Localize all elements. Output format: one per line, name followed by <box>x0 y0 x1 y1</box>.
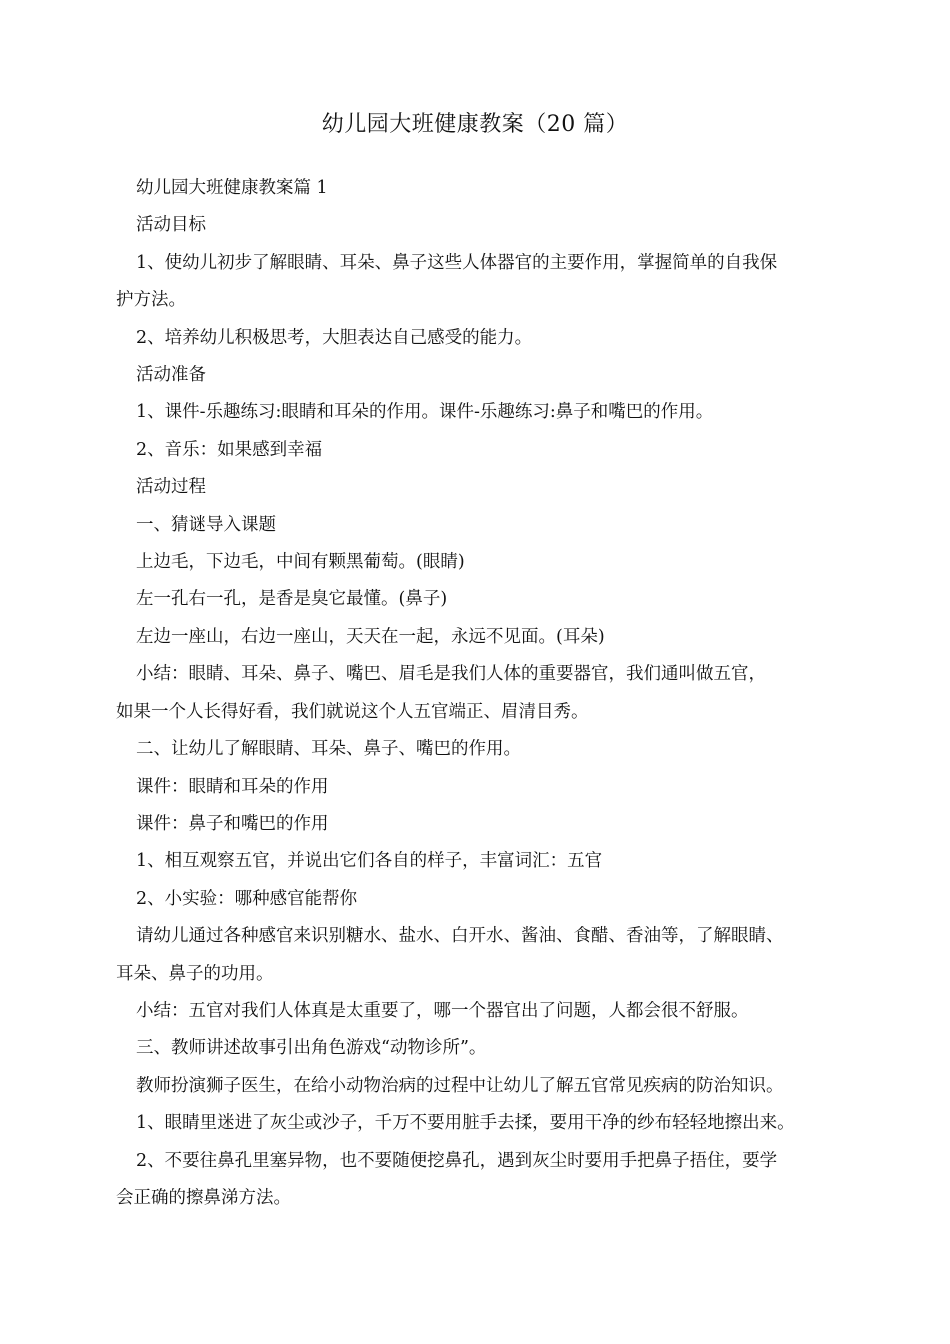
paragraph: 请幼儿通过各种感官来识别糖水、盐水、白开水、酱油、食醋、香油等，了解眼睛、 耳朵、鼻子的功用。 <box>116 926 784 984</box>
paragraph: 上边毛，下边毛，中间有颗黑葡萄。(眼睛) <box>136 552 465 573</box>
paragraph: 课件：眼睛和耳朵的作用 <box>136 776 329 797</box>
paragraph: 左一孔右一孔，是香是臭它最懂。(鼻子) <box>136 589 448 610</box>
section-heading: 活动目标 <box>136 215 206 236</box>
paragraph: 二、让幼儿了解眼睛、耳朵、鼻子、嘴巴的作用。 <box>136 739 521 760</box>
paragraph: 左边一座山，右边一座山，天天在一起，永远不见面。(耳朵) <box>136 626 605 647</box>
paragraph: 三、教师讲述故事引出角色游戏“动物诊所”。 <box>136 1038 487 1059</box>
paragraph: 2、小实验：哪种感官能帮你 <box>136 888 358 909</box>
section-heading: 活动准备 <box>136 365 206 386</box>
paragraph: 1、使幼儿初步了解眼睛、耳朵、鼻子这些人体器官的主要作用，掌握简单的自我保 护方法。 <box>116 252 778 311</box>
paragraph: 2、不要往鼻孔里塞异物，也不要随便挖鼻孔，遇到灰尘时要用手把鼻子捂住，要学 会正确的擦鼻涕方法。 <box>116 1150 778 1208</box>
paragraph: 小结：眼睛、耳朵、鼻子、嘴巴、眉毛是我们人体的重要器官，我们通叫做五官， 如果一个人长得好看，我们就说这个人五官端正、眉清目秀。 <box>116 664 766 722</box>
paragraph: 小结：五官对我们人体真是太重要了，哪一个器官出了问题，人都会很不舒服。 <box>136 1000 749 1021</box>
paragraph: 1、课件-乐趣练习:眼睛和耳朵的作用。课件-乐趣练习:鼻子和嘴巴的作用。 <box>136 402 714 423</box>
paragraph: 幼儿园大班健康教案篇 1 <box>136 178 328 198</box>
paragraph: 一、猜谜导入课题 <box>136 514 276 535</box>
paragraph: 2、培养幼儿积极思考，大胆表达自己感受的能力。 <box>136 327 533 348</box>
paragraph: 1、眼睛里迷进了灰尘或沙子，千万不要用脏手去揉，要用干净的纱布轻轻地擦出来。 <box>136 1113 795 1134</box>
paragraph: 教师扮演狮子医生，在给小动物治病的过程中让幼儿了解五官常见疾病的防治知识。 <box>136 1075 784 1096</box>
document-title: 幼儿园大班健康教案（20 篇） <box>321 112 629 137</box>
paragraph: 课件：鼻子和嘴巴的作用 <box>136 813 329 834</box>
document-body <box>116 170 856 1217</box>
paragraph: 1、相互观察五官，并说出它们各自的样子，丰富词汇：五官 <box>136 851 603 872</box>
section-heading: 活动过程 <box>136 477 206 498</box>
paragraph: 2、音乐：如果感到幸福 <box>136 439 323 460</box>
